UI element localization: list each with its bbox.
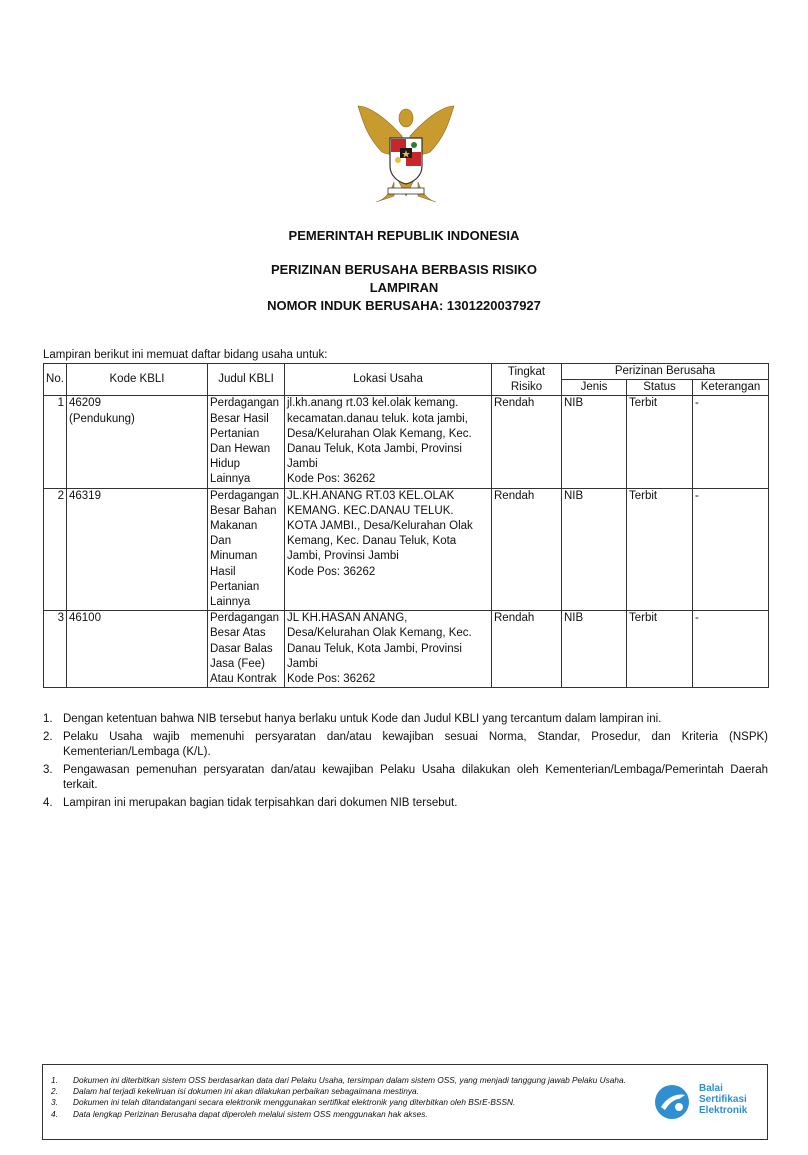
row-judul <box>208 488 285 611</box>
row-no: 3 <box>44 611 67 688</box>
row-kode <box>67 611 208 688</box>
row-risiko: Rendah <box>492 611 562 688</box>
row-kode <box>67 488 208 611</box>
row-status: Terbit <box>627 611 693 688</box>
lokasi-line: Kode Pos: 36262 <box>287 565 376 578</box>
row-status: Terbit <box>627 396 693 488</box>
bsre-logo-icon <box>653 1083 693 1121</box>
row-risiko: Rendah <box>492 488 562 611</box>
footer-text: Data lengkap Perizinan Berusaha dapat diperoleh melalui sistem OSS menggunakan hak akses. <box>73 1108 428 1119</box>
list-item <box>43 796 768 812</box>
judul-line: Besar Hasil <box>210 412 269 425</box>
list-item <box>43 730 768 761</box>
lokasi-line: kecamatan.danau teluk. kota jambi, <box>287 412 468 425</box>
judul-line: Pertanian <box>210 580 260 593</box>
row-lokasi <box>285 488 492 611</box>
list-item <box>43 763 768 794</box>
footer-list <box>51 1075 656 1120</box>
header-judul-kbli: Judul KBLI <box>208 364 285 396</box>
garuda-emblem-icon <box>354 96 458 206</box>
lokasi-line: JL.KH.ANANG RT.03 KEL.OLAK <box>287 489 455 502</box>
row-judul <box>208 611 285 688</box>
judul-line: Atau Kontrak <box>210 673 277 686</box>
row-keterangan: - <box>693 396 769 488</box>
note-number: 4. <box>43 796 53 809</box>
lokasi-line: Danau Teluk, Kota Jambi, Provinsi <box>287 443 462 456</box>
judul-line: Perdagangan <box>210 612 280 625</box>
footer-number: 1. <box>51 1075 58 1085</box>
kode-value: 46100 <box>69 612 101 625</box>
header-tingkat-risiko: Tingkat Risiko <box>492 364 562 396</box>
header-keterangan: Keterangan <box>693 380 769 396</box>
kode-value: 46209 <box>69 397 101 410</box>
footer-text: Dalam hal terjadi kekeliruan isi dokumen ini akan dilakukan perbaikan sebagaimana mestinya. <box>73 1086 419 1097</box>
lokasi-line: Danau Teluk, Kota Jambi, Provinsi <box>287 642 462 655</box>
row-risiko: Rendah <box>492 396 562 488</box>
row-status: Terbit <box>627 488 693 611</box>
footer-number: 3. <box>51 1097 58 1108</box>
note-text: Lampiran ini merupakan bagian tidak terpisahkan dari dokumen NIB tersebut. <box>63 796 458 809</box>
list-item <box>43 712 768 728</box>
list-item <box>51 1075 656 1086</box>
nib-number: NOMOR INDUK BERUSAHA: 1301220037927 <box>267 298 541 313</box>
lokasi-line: Jambi, Provinsi Jambi <box>287 550 399 563</box>
judul-line: Perdagangan <box>210 397 280 410</box>
note-number: 2. <box>43 730 53 743</box>
judul-line: Hidup <box>210 458 241 471</box>
row-kode <box>67 396 208 488</box>
bsre-line: Elektronik <box>699 1105 748 1116</box>
row-lokasi <box>285 396 492 488</box>
row-keterangan: - <box>693 488 769 611</box>
judul-line: Lainnya <box>210 473 251 486</box>
list-item <box>51 1086 656 1097</box>
kode-value: 46319 <box>69 489 101 502</box>
judul-line: Dan <box>210 535 232 548</box>
lokasi-line: Kode Pos: 36262 <box>287 673 376 686</box>
row-jenis: NIB <box>562 611 627 688</box>
lokasi-line: KEMANG. KEC.DANAU TELUK. <box>287 504 454 517</box>
footer-number: 2. <box>51 1086 58 1097</box>
row-no: 1 <box>44 396 67 488</box>
kbli-table <box>43 363 769 688</box>
judul-line: Dasar Balas <box>210 642 273 655</box>
footer-text: Dokumen ini telah ditandatangani secara elektronik menggunakan sertifikat elektronik yang diterbitkan oleh BSrE-BSSN. <box>73 1097 516 1108</box>
note-text: Dengan ketentuan bahwa NIB tersebut hanya berlaku untuk Kode dan Judul KBLI yang tercantum dalam lampiran ini. <box>63 713 662 725</box>
bsre-logo <box>653 1079 765 1125</box>
lokasi-line: jl.kh.anang rt.03 kel.olak kemang. <box>287 397 459 410</box>
judul-line: Hasil <box>210 565 236 578</box>
note-text: Pengawasan pemenuhan persyaratan dan/atau kewajiban Pelaku Usaha dilakukan oleh Kementerian/Lembaga/Pemerintah Daerah terkait. <box>63 763 768 791</box>
lokasi-line: KOTA JAMBI., Desa/Kelurahan Olak <box>287 520 473 533</box>
judul-line: Makanan <box>210 520 258 533</box>
lokasi-line: Kode Pos: 36262 <box>287 473 376 486</box>
kode-note: (Pendukung) <box>69 412 135 425</box>
bsre-line: Balai <box>699 1083 723 1094</box>
document-title: PERIZINAN BERUSAHA BERBASIS RISIKO <box>270 262 538 277</box>
row-jenis: NIB <box>562 396 627 488</box>
row-judul <box>208 396 285 488</box>
bsre-text <box>699 1083 747 1116</box>
header-lokasi-usaha: Lokasi Usaha <box>285 364 492 396</box>
list-item <box>51 1097 656 1108</box>
footer-number: 4. <box>51 1108 58 1119</box>
table-row <box>44 488 769 611</box>
judul-line: Perdagangan <box>210 489 280 502</box>
judul-line: Besar Bahan <box>210 504 277 517</box>
header-status: Status <box>627 380 693 396</box>
judul-line: Dan Hewan <box>210 443 271 456</box>
judul-line: Besar Atas <box>210 627 266 640</box>
government-title: PEMERINTAH REPUBLIK INDONESIA <box>288 228 520 243</box>
table-row <box>44 396 769 488</box>
judul-line: Pertanian <box>210 427 260 440</box>
lokasi-line: Jambi <box>287 657 318 670</box>
lokasi-line: Kemang, Kec. Danau Teluk, Kota <box>287 535 457 548</box>
row-lokasi <box>285 611 492 688</box>
bsre-line: Sertifikasi <box>699 1094 747 1105</box>
note-text: Pelaku Usaha wajib memenuhi persyaratan dan/atau kewajiban sesuai Norma, Standar, Prosedur, dan Kriteria (NSPK) Kementerian/Lembaga (K/L). <box>63 730 768 758</box>
note-number: 3. <box>43 763 53 776</box>
judul-line: Jasa (Fee) <box>210 657 265 670</box>
list-item <box>51 1109 656 1120</box>
lokasi-line: JL KH.HASAN ANANG, <box>287 612 408 625</box>
header-kode-kbli: Kode KBLI <box>67 364 208 396</box>
header-jenis: Jenis <box>562 380 627 396</box>
judul-line: Lainnya <box>210 596 251 609</box>
row-jenis: NIB <box>562 488 627 611</box>
footer-text: Dokumen ini diterbitkan sistem OSS berdasarkan data dari Pelaku Usaha, tersimpan dalam sistem OSS, yang menjadi tanggung jawab Pelaku Usaha. <box>73 1075 626 1085</box>
document-subtitle: LAMPIRAN <box>369 280 439 295</box>
row-keterangan: - <box>693 611 769 688</box>
header-perizinan-berusaha: Perizinan Berusaha <box>562 364 769 380</box>
lokasi-line: Desa/Kelurahan Olak Kemang, Kec. <box>287 627 472 640</box>
row-no: 2 <box>44 488 67 611</box>
lokasi-line: Desa/Kelurahan Olak Kemang, Kec. <box>287 427 472 440</box>
table-row <box>44 611 769 688</box>
footer-box <box>42 1064 768 1140</box>
judul-line: Minuman <box>210 550 258 563</box>
intro-text: Lampiran berikut ini memuat daftar bidang usaha untuk: <box>43 349 328 361</box>
header-no: No. <box>44 364 67 396</box>
lokasi-line: Jambi <box>287 458 318 471</box>
note-number: 1. <box>43 713 53 725</box>
notes-list <box>43 712 768 813</box>
